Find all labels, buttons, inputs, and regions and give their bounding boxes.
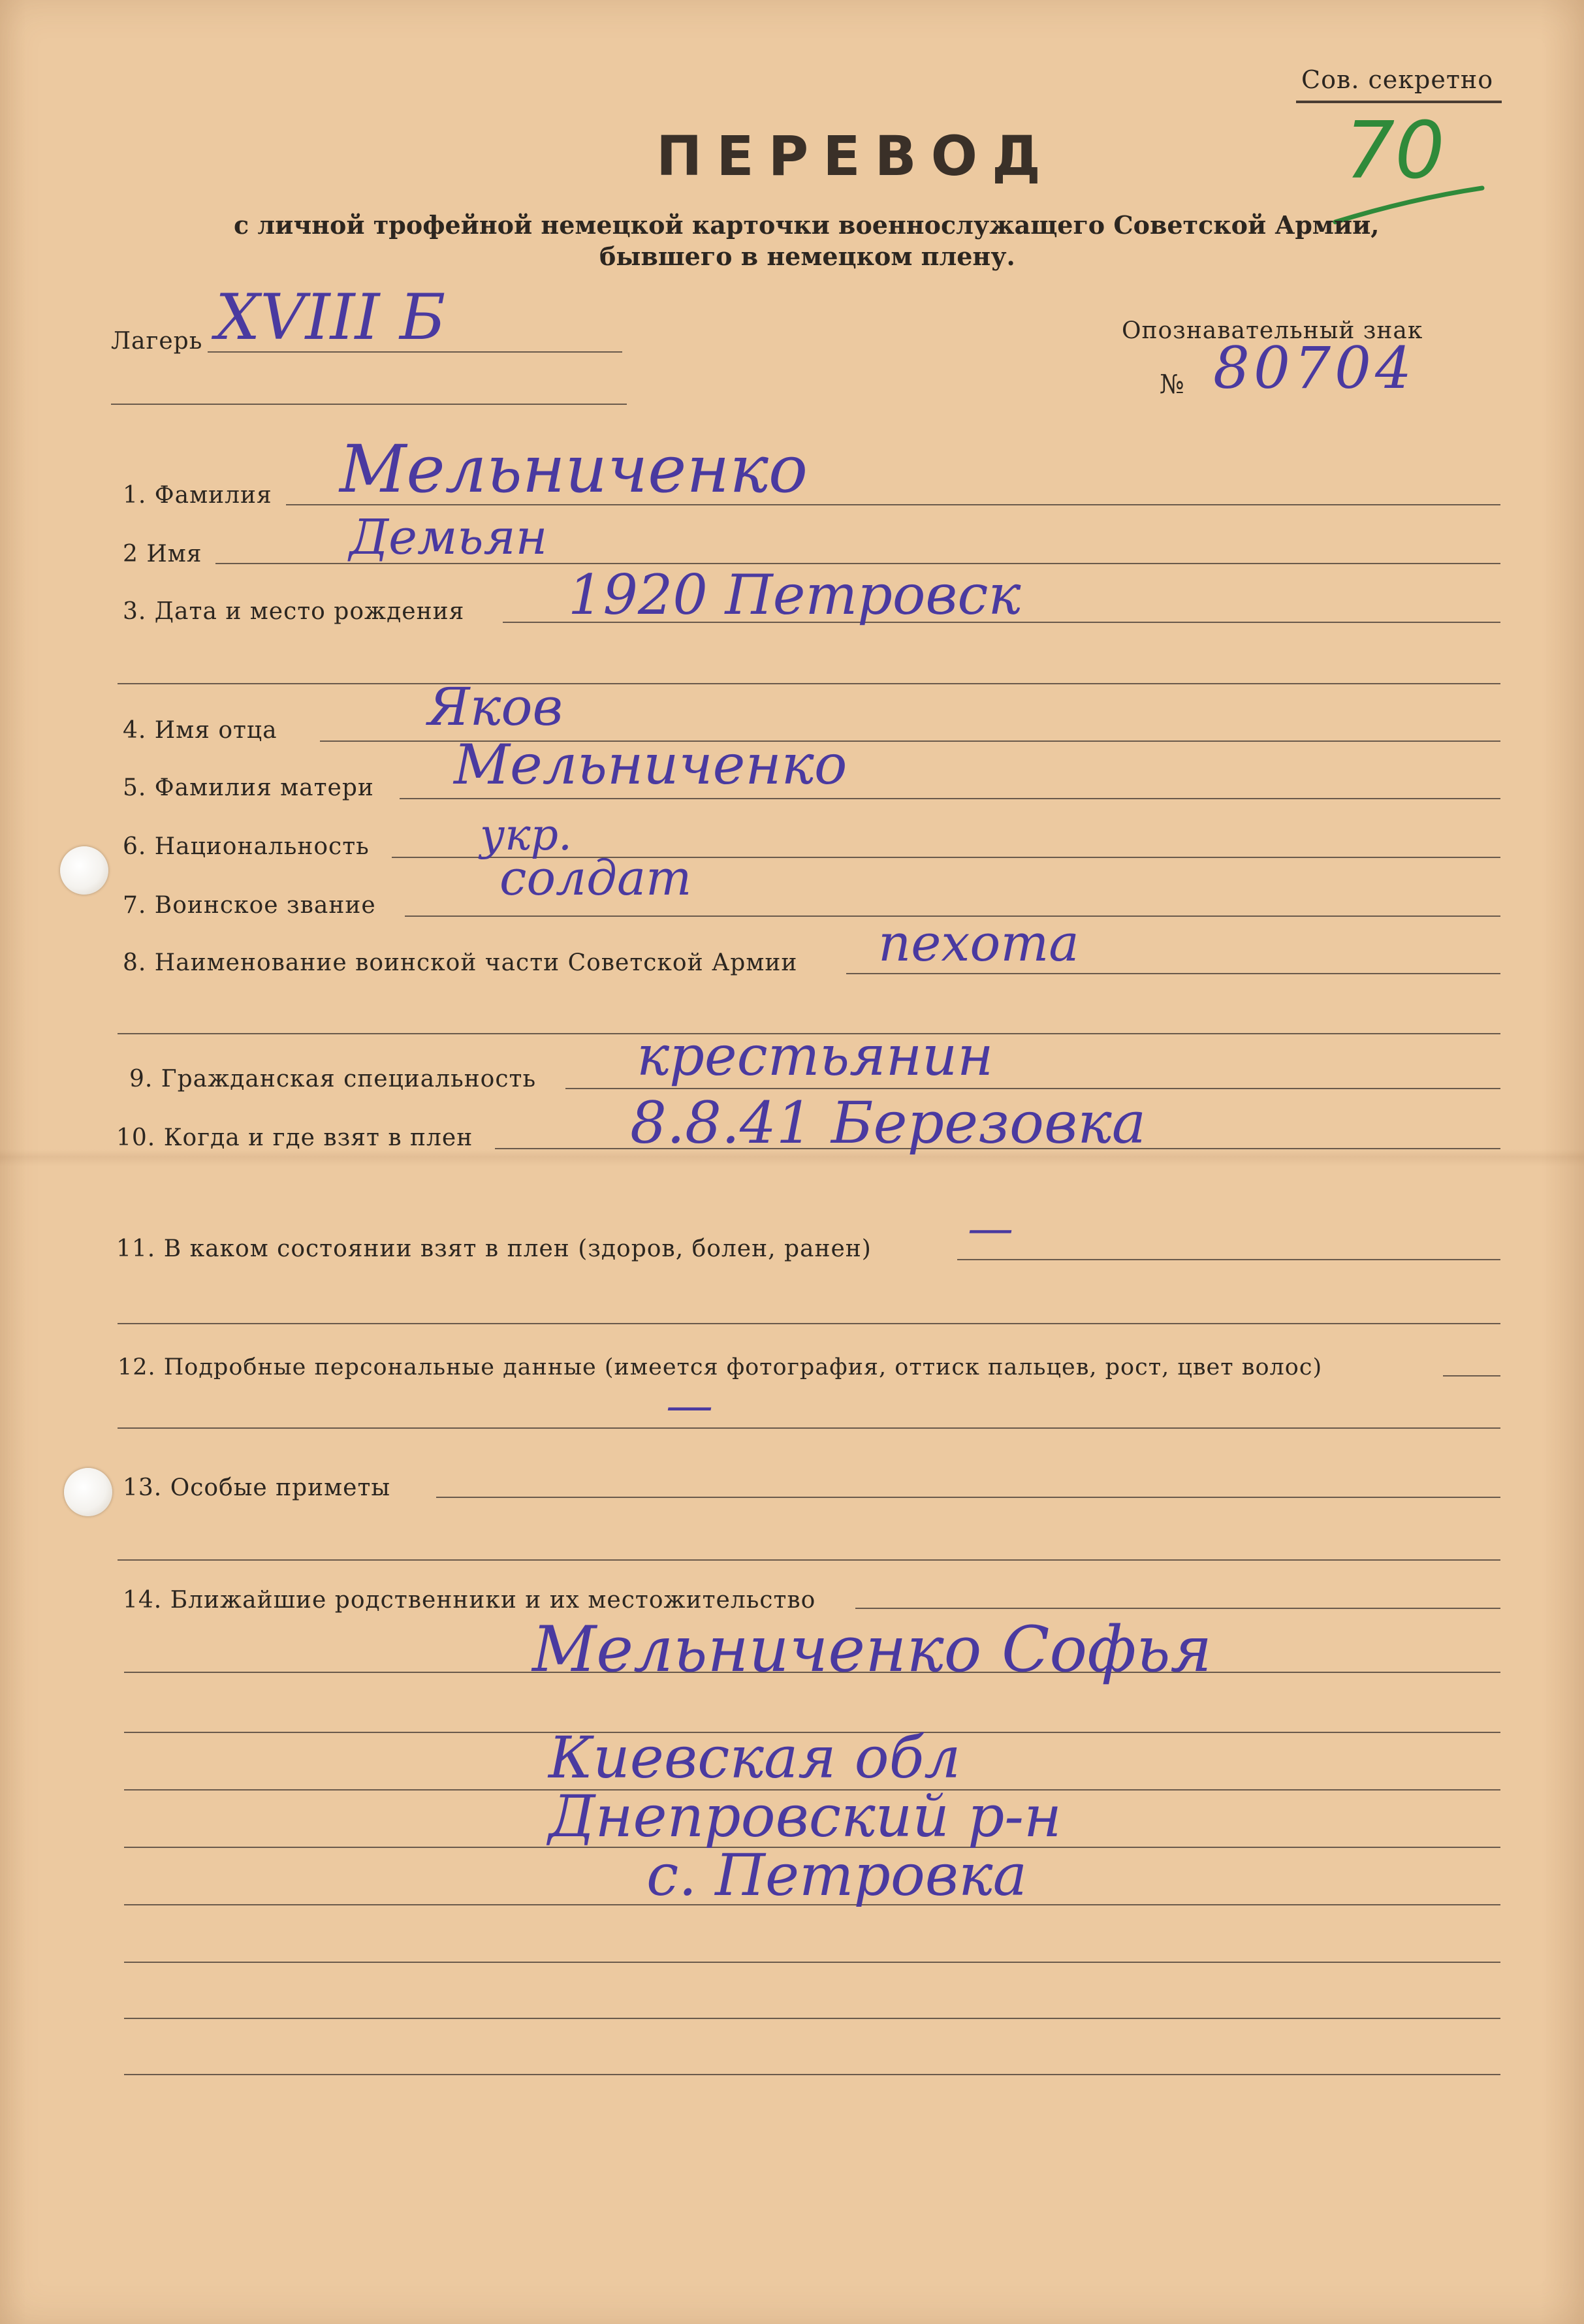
field-2-value: Демьян bbox=[349, 509, 548, 565]
field-5-line bbox=[400, 798, 1500, 799]
field-11-value: — bbox=[968, 1202, 1013, 1255]
id-mark-value: 80704 bbox=[1213, 334, 1416, 402]
field-13-line-2 bbox=[118, 1559, 1500, 1561]
field-6-value: укр. bbox=[480, 810, 572, 860]
id-mark-label: Опознавательный знак bbox=[1122, 317, 1423, 344]
document-title: ПЕРЕВОД bbox=[656, 124, 1055, 188]
field-4-value: Яков bbox=[428, 677, 563, 737]
camp-label: Лагерь bbox=[111, 328, 203, 355]
binder-hole-top bbox=[60, 846, 108, 895]
id-mark-number-prefix: № bbox=[1160, 370, 1185, 400]
field-11-line bbox=[957, 1259, 1500, 1260]
field-14-address-region: Киевская обл bbox=[548, 1724, 961, 1791]
field-7-value: солдат bbox=[499, 850, 692, 906]
binder-hole-bottom bbox=[64, 1468, 112, 1516]
field-14-line-f bbox=[124, 1962, 1500, 1963]
field-5-label: 5. Фамилия матери bbox=[123, 774, 374, 801]
field-3-label: 3. Дата и место рождения bbox=[123, 598, 465, 625]
field-10-label: 10. Когда и где взят в плен bbox=[116, 1124, 473, 1151]
field-14-address-district: Днепровский р-н bbox=[548, 1783, 1062, 1850]
field-7-label: 7. Воинское звание bbox=[123, 892, 376, 919]
field-14-line-g bbox=[124, 2018, 1500, 2019]
field-14-label: 14. Ближайшие родственники и их местожительство bbox=[123, 1587, 816, 1614]
field-11-label: 11. В каком состоянии взят в плен (здоров, болен, ранен) bbox=[116, 1235, 872, 1262]
classification-underline bbox=[1296, 101, 1502, 103]
field-3-value: 1920 Петровск bbox=[568, 563, 1021, 627]
handwritten-number: 70 bbox=[1345, 106, 1445, 197]
field-14-line bbox=[855, 1608, 1500, 1609]
field-1-value: Мельниченко bbox=[340, 431, 808, 507]
field-8-label: 8. Наименование воинской части Советской Армии bbox=[123, 949, 798, 976]
document-subtitle-line-1: с личной трофейной немецкой карточки военнослужащего Советской Армии, bbox=[234, 210, 1380, 240]
field-4-label: 4. Имя отца bbox=[123, 717, 277, 744]
field-12-label: 12. Подробные персональные данные (имеется фотография, оттиск пальцев, рост, цвет волос) bbox=[118, 1354, 1323, 1380]
field-13-label: 13. Особые приметы bbox=[123, 1474, 391, 1501]
field-3-line-2 bbox=[118, 683, 1500, 684]
field-9-label: 9. Гражданская специальность bbox=[129, 1066, 537, 1092]
field-5-value: Мельниченко bbox=[454, 733, 847, 797]
field-12-line bbox=[1443, 1375, 1500, 1377]
field-8-value: пехота bbox=[878, 914, 1079, 973]
field-14-line-h bbox=[124, 2074, 1500, 2075]
camp-value: XVIII Б bbox=[215, 281, 446, 354]
field-12-line-2 bbox=[118, 1427, 1500, 1429]
field-14-relative-name: Мельниченко Софья bbox=[532, 1613, 1212, 1686]
field-2-label: 2 Имя bbox=[123, 541, 202, 567]
field-12-value: — bbox=[666, 1378, 713, 1433]
field-11-line-2 bbox=[118, 1323, 1500, 1324]
field-1-label: 1. Фамилия bbox=[123, 482, 272, 509]
camp-line-2 bbox=[111, 404, 627, 405]
field-8-line bbox=[846, 973, 1500, 974]
field-9-value: крестьянин bbox=[637, 1024, 994, 1088]
document-subtitle-line-2: бывшего в немецком плену. bbox=[599, 242, 1015, 271]
field-13-line bbox=[436, 1497, 1500, 1498]
field-14-address-village: с. Петровка bbox=[646, 1841, 1028, 1909]
field-6-label: 6. Национальность bbox=[123, 833, 370, 860]
field-10-value: 8.8.41 Березовка bbox=[630, 1089, 1147, 1156]
classification-stamp: Сов. секретно bbox=[1301, 65, 1494, 94]
